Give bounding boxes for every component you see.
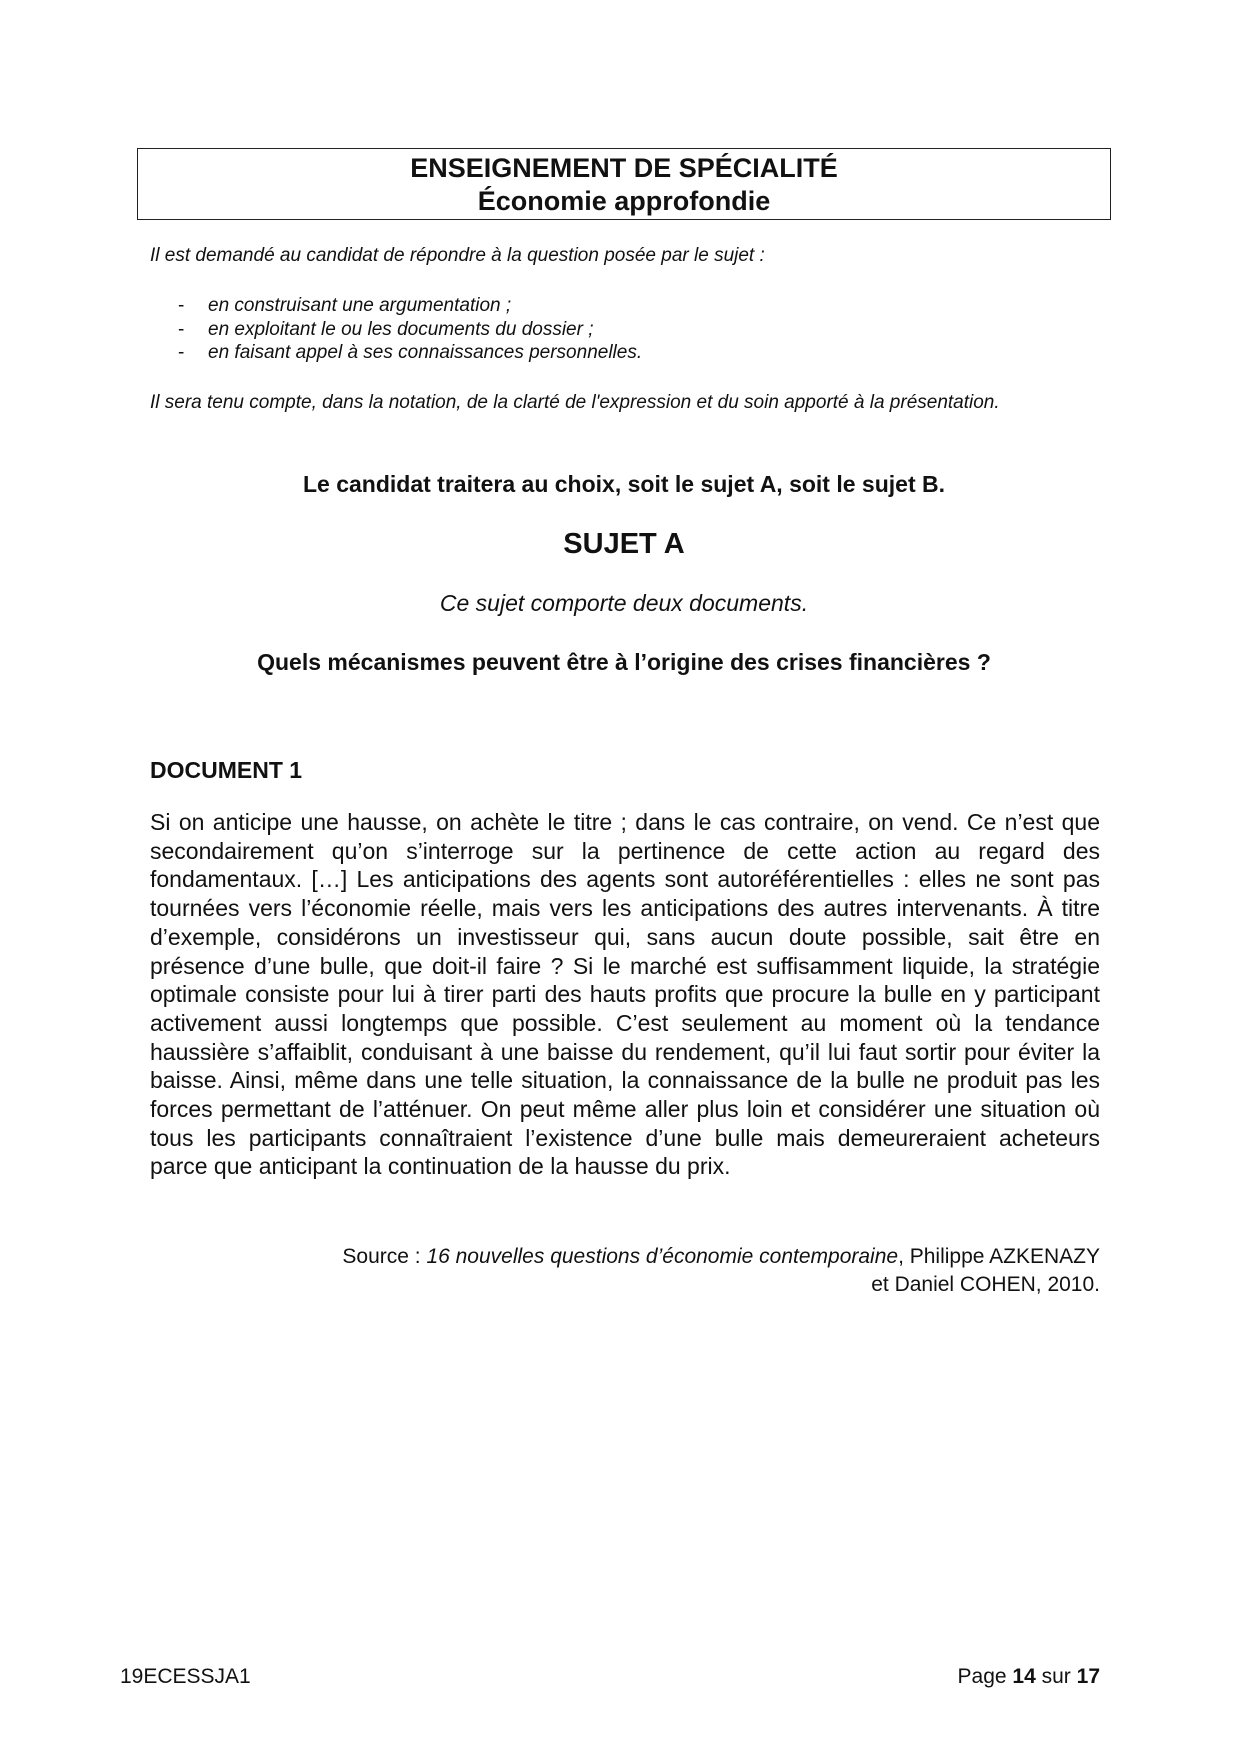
page-of: sur	[1041, 1665, 1071, 1688]
list-dash: -	[178, 295, 185, 316]
instructions-item-text: en exploitant le ou les documents du dossier ;	[208, 318, 594, 340]
list-dash: -	[178, 318, 185, 340]
sujet-title: SUJET A	[563, 528, 685, 560]
source-authors-2: et Daniel COHEN, 2010.	[871, 1273, 1100, 1296]
instructions-list	[150, 294, 1110, 365]
instructions-item	[150, 294, 1110, 318]
instructions-item-text: en faisant appel à ses connaissances personnelles.	[208, 342, 643, 363]
document-text: Si on anticipe une hausse, on achète le titre ; dans le cas contraire, on vend. Ce n’est que secondairement qu’on s’interroge sur la pertinence de cette action au regard des fondamentaux. […] Les anticipations des agents sont autoréférentielles : elles ne sont pas tournées vers l’économie réelle, mais vers les anticipations des autres intervenants. À titre d’exemple, considérons un investisseur qui, sans aucun doute possible, sait être en présence d’une bulle, que doit-il faire ? Si le marché est suffisamment liquide, la stratégie optimale consiste pour lui à tirer parti des hauts profits que procure la bulle en y participant activement aussi longtemps que possible. C’est seulement au moment où la tendance haussière s’affaiblit, conduisant à une baisse du rendement, qu’il lui faut sortir pour éviter la baisse. Ainsi, même dans une telle situation, la connaissance de la bulle ne produit pas les forces permettant de l’atténuer. On peut même aller plus loin et considérer une situation où tous les participants connaîtraient l’existence d’une bulle mais demeureraient acheteurs parce que anticipant la continuation de la hausse du prix.	[150, 809, 1100, 1180]
page-total: 17	[1076, 1665, 1100, 1688]
instructions-item	[150, 341, 1110, 365]
list-dash: -	[178, 342, 185, 363]
choice-statement: Le candidat traitera au choix, soit le sujet A, soit le sujet B.	[302, 471, 946, 497]
header-box	[137, 148, 1111, 220]
document-source	[150, 1243, 1100, 1299]
source-prefix: Source :	[342, 1245, 427, 1268]
source-title: 16 nouvelles questions d’économie contemporaine	[426, 1245, 899, 1268]
document-title: DOCUMENT 1	[150, 757, 303, 783]
page-label: Page	[957, 1665, 1007, 1688]
instructions-intro: Il est demandé au candidat de répondre à la question posée par le sujet :	[150, 245, 765, 266]
page-current: 14	[1012, 1665, 1036, 1688]
sujet-question: Quels mécanismes peuvent être à l’origine des crises financières ?	[257, 649, 991, 675]
header-subtitle: Économie approfondie	[477, 186, 771, 216]
source-authors-1: , Philippe AZKENAZY	[898, 1245, 1100, 1268]
instructions-item-text: en construisant une argumentation ;	[208, 295, 512, 316]
header-title: ENSEIGNEMENT DE SPÉCIALITÉ	[410, 153, 838, 183]
sujet-comporte: Ce sujet comporte deux documents.	[439, 590, 809, 616]
instructions-item	[150, 318, 1110, 342]
instructions-note: Il sera tenu compte, dans la notation, de la clarté de l'expression et du soin apporté à la présentation.	[150, 392, 1000, 413]
source-line-1	[150, 1243, 1100, 1271]
footer-page-number	[958, 1664, 1100, 1690]
footer-code: 19ECESSJA1	[120, 1665, 251, 1688]
